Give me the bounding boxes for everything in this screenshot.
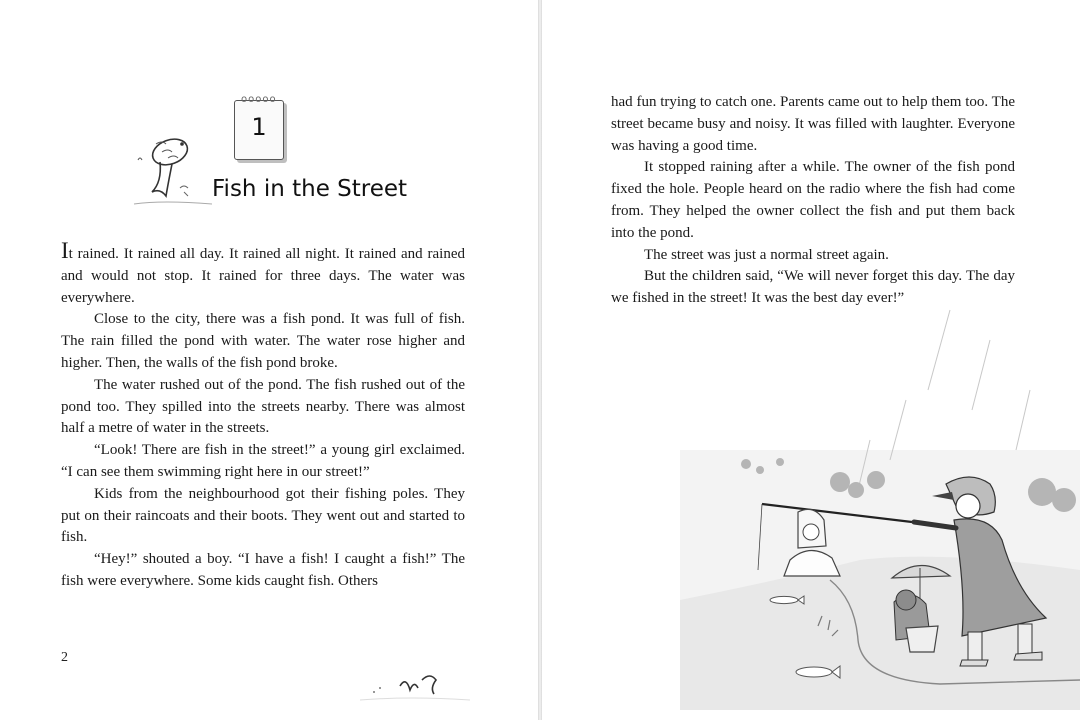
paragraph: “Look! There are fish in the street!” a young girl exclaimed. “I can see them swimming right here in our street!”: [61, 442, 465, 480]
chapter-title: Fish in the Street: [212, 176, 408, 202]
paragraph: The street was just a normal street again.: [644, 246, 889, 263]
splash-doodle-icon: [360, 666, 470, 706]
chapter-header: [130, 96, 430, 216]
paragraph: had fun trying to catch one. Parents came out to help them too. The street became busy and noisy. It was filled with laughter. Everyone was having a good time.: [611, 94, 1015, 154]
calendar-rings: ooooo: [241, 94, 277, 105]
left-body-text: [61, 238, 465, 593]
paragraph: Close to the city, there was a fish pond. It was full of fish. The rain filled the pond with water. The water rose higher and higher. Then, the walls of the fish pond broke.: [61, 311, 465, 371]
paragraph: “Hey!” shouted a boy. “I have a fish! I caught a fish!” The fish were everywhere. Some kids caught fish. Others: [61, 551, 465, 589]
paragraph: It rained. It rained all day. It rained all night. It rained and rained and would not stop. It rained for three days. The water was everywhere.: [61, 238, 465, 306]
paragraph: Kids from the neighbourhood got their fishing poles. They put on their raincoats and their boots. They went out and started to fish.: [61, 485, 465, 546]
right-body-text: [611, 92, 1015, 310]
calendar-icon: [234, 94, 284, 160]
paragraph: It stopped raining after a while. The owner of the fish pond fixed the hole. People heard on the radio where the fish had come from. They helped the owner collect the fish and put them back into the pond.: [611, 159, 1015, 241]
paragraph: The water rushed out of the pond. The fish rushed out of the pond too. They spilled into the streets nearby. There was almost half a metre of water in the streets.: [61, 376, 465, 437]
page-number: 2: [61, 650, 68, 665]
paragraph: But the children said, “We will never forget this day. The day we fished in the street! It was the best day ever!”: [611, 268, 1015, 307]
chapter-number: 1: [251, 113, 267, 141]
drop-cap: I: [61, 238, 69, 263]
fishing-children-illustration: [680, 300, 1080, 710]
left-page: [0, 0, 538, 720]
fish-icon: [132, 130, 212, 210]
